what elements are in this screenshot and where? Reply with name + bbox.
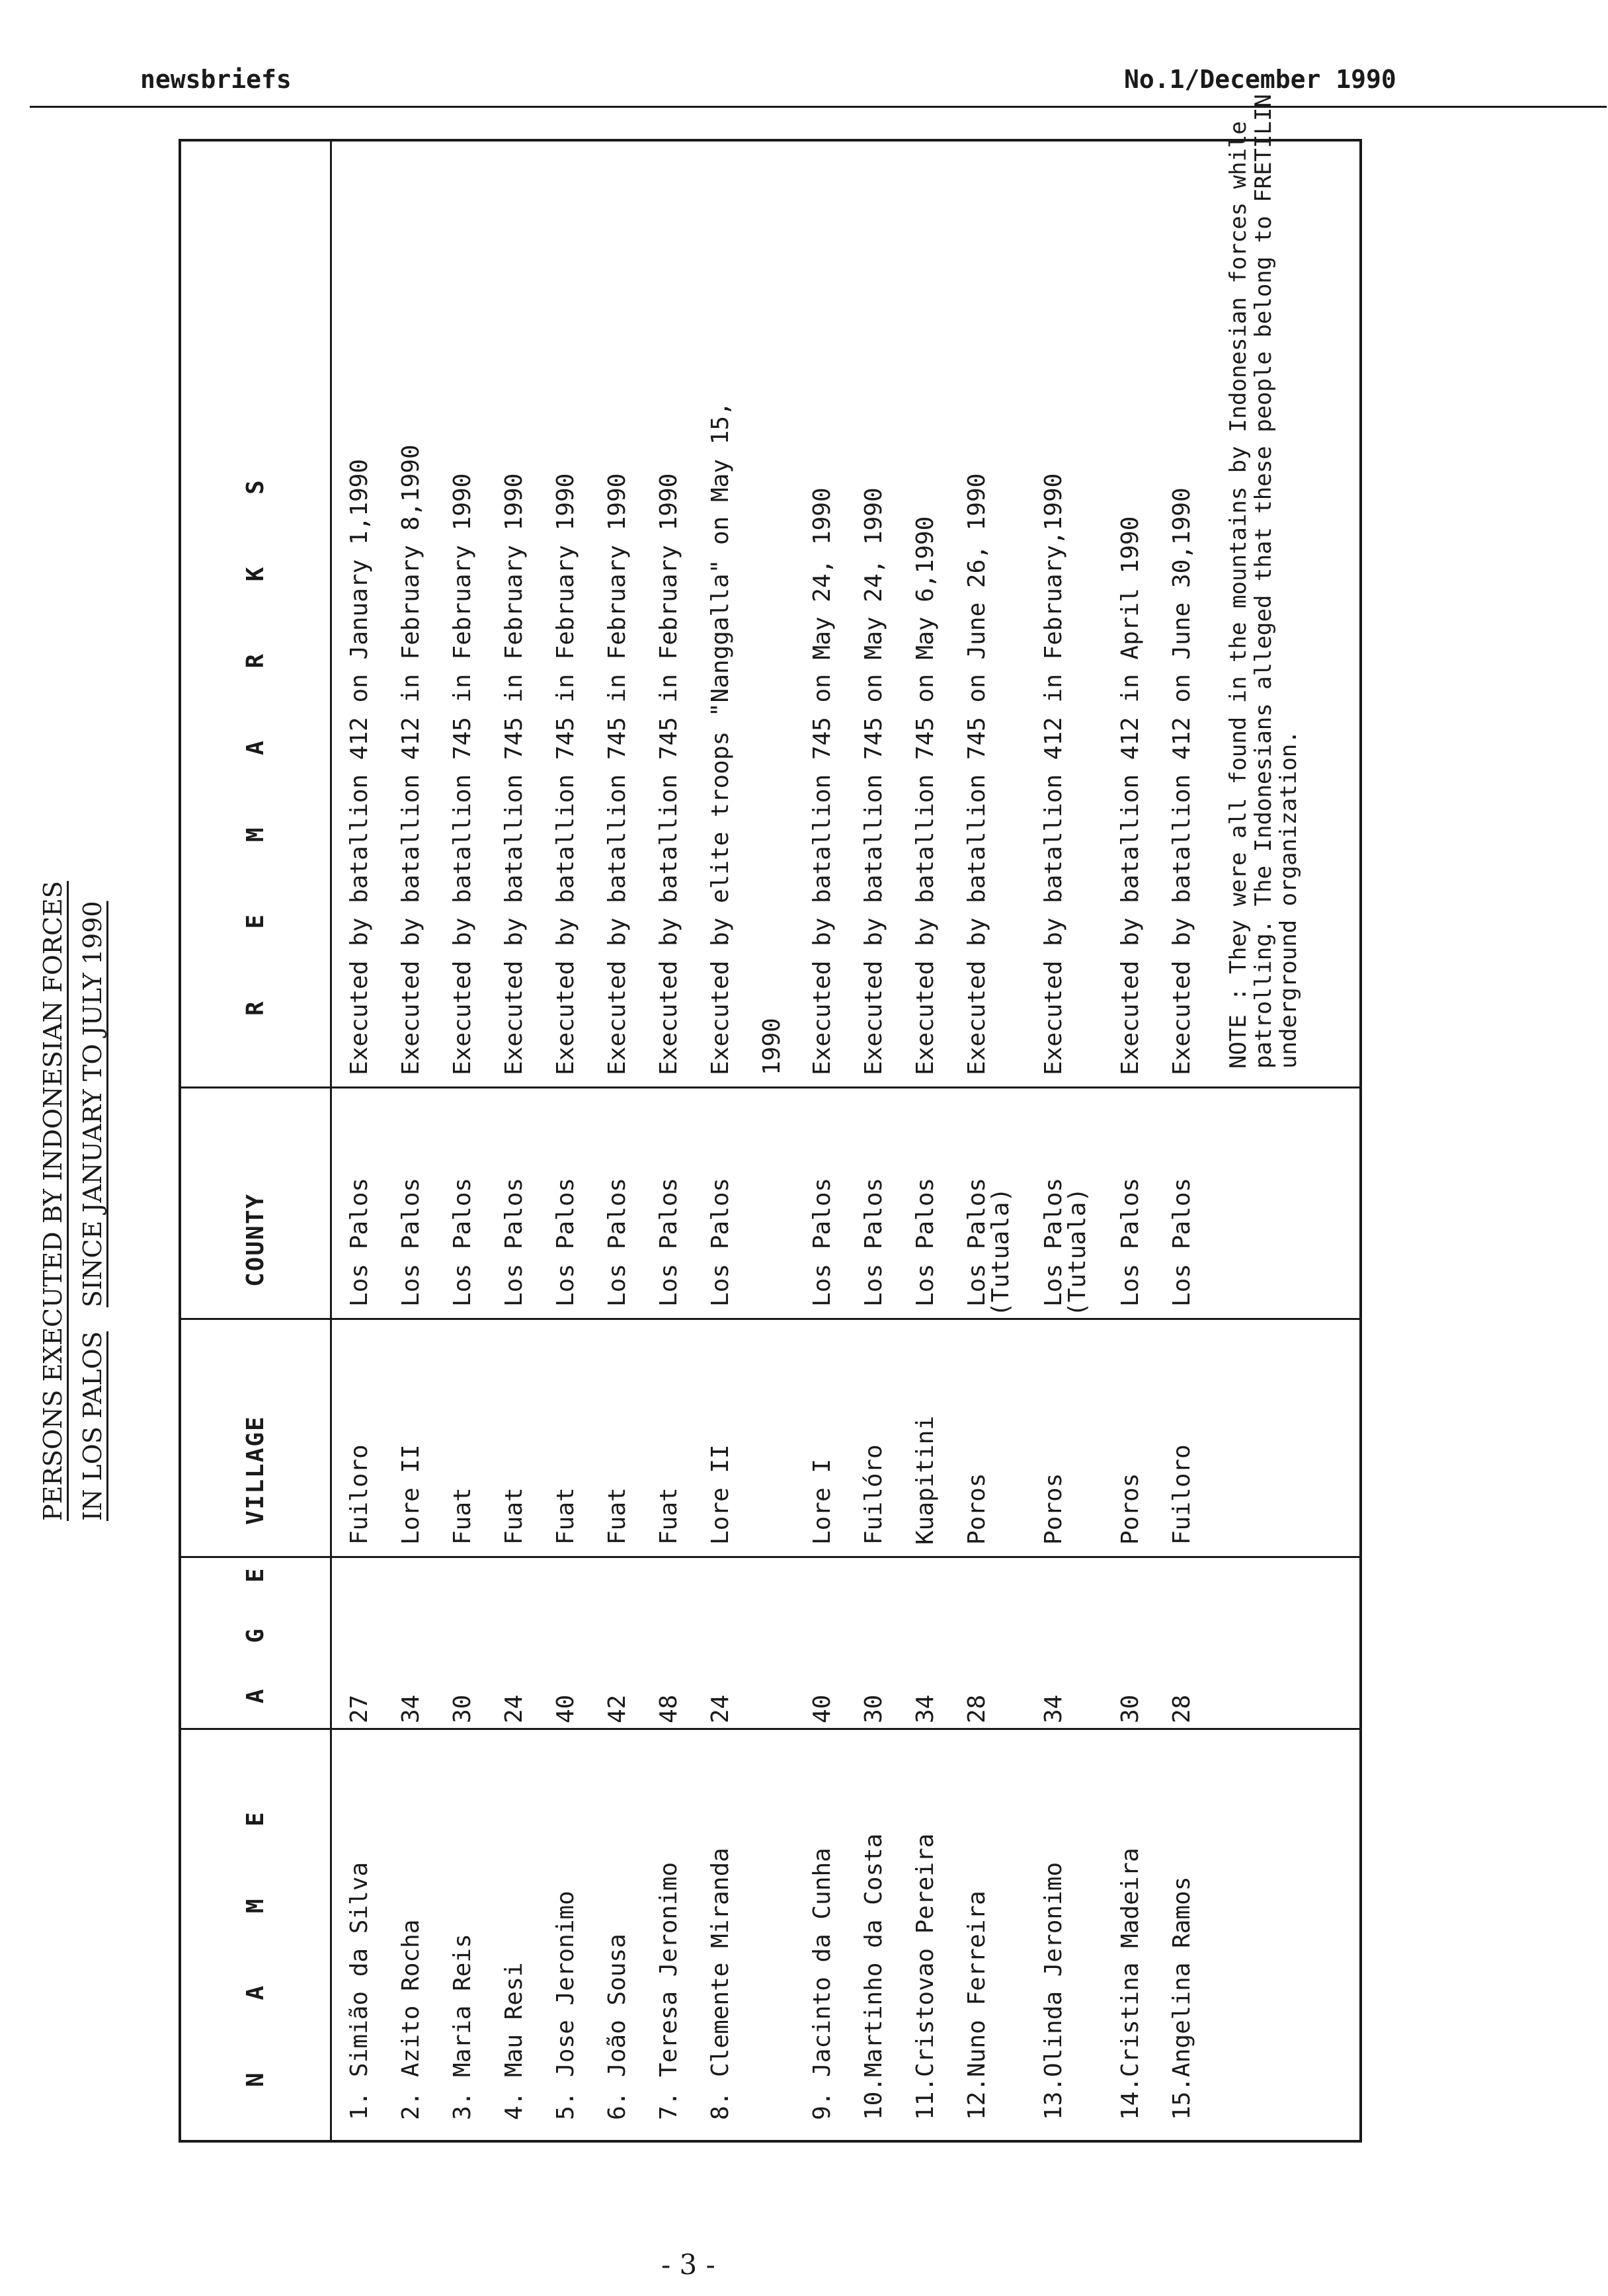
cell-county: Los Palos: [449, 1177, 476, 1307]
table-row: [1041, 142, 1091, 2140]
cell-name: 9. Jacinto da Cunha: [809, 1848, 836, 2120]
table-row: [912, 142, 963, 2140]
table-row: [604, 142, 655, 2140]
cell-age: 28: [963, 1694, 990, 1723]
cell-age: 30: [449, 1694, 476, 1723]
cell-remarks: Executed by batallion 412 on January 1,1990: [346, 459, 373, 1075]
cell-remarks: Executed by batallion 412 in February 8,1990: [397, 444, 424, 1075]
table-row: [964, 142, 1014, 2140]
table-row: [707, 142, 785, 2140]
cell-village: Lore II: [707, 1444, 734, 1545]
cell-age: 28: [1168, 1694, 1195, 1723]
cell-village: Fuat: [552, 1487, 579, 1545]
table-row: [398, 142, 448, 2140]
cell-county-sub: (Tutuala): [1064, 1187, 1091, 1317]
header-village: VILLAGE: [242, 1415, 269, 1525]
title-line-1: PERSONS EXECUTED BY INDONESIAN FORCES: [38, 881, 67, 1521]
cell-age: 24: [501, 1694, 528, 1723]
cell-remarks: Executed by batallion 745 in February 1990: [552, 473, 579, 1075]
cell-county: Los Palos: [707, 1177, 734, 1307]
cell-county-sub: (Tutuala): [987, 1187, 1014, 1317]
cell-county: Los Palos: [1040, 1177, 1067, 1307]
cell-county: Los Palos: [912, 1177, 939, 1307]
cell-age: 24: [707, 1694, 734, 1723]
cell-remarks: Executed by batallion 745 in February 1990: [604, 473, 631, 1075]
cell-remarks: Executed by batallion 745 in February 1990: [449, 473, 476, 1075]
cell-county: Los Palos: [552, 1177, 579, 1307]
cell-county: Los Palos: [809, 1177, 836, 1307]
cell-name: 15.Angelina Ramos: [1168, 1876, 1195, 2120]
cell-county: Los Palos: [397, 1177, 424, 1307]
cell-village: Fuat: [449, 1487, 476, 1545]
cell-county: Los Palos: [963, 1177, 990, 1307]
cell-village: Fuat: [655, 1487, 682, 1545]
cell-name: 1. Simião da Silva: [346, 1862, 373, 2120]
executions-table: [179, 94, 1362, 2143]
cell-village: Fuat: [501, 1487, 528, 1545]
table-row: [450, 142, 500, 2140]
cell-remarks: Executed by batallion 745 on May 6,1990: [912, 516, 939, 1075]
table-row: [346, 142, 397, 2140]
title-place: IN LOS PALOS: [78, 1331, 107, 1521]
cell-village: Lore I: [809, 1458, 836, 1545]
header-issue: No.1/December 1990: [1124, 65, 1396, 94]
cell-age: 34: [1040, 1694, 1067, 1723]
cell-county: Los Palos: [604, 1177, 631, 1307]
cell-name: 14.Cristina Madeira: [1117, 1848, 1144, 2120]
cell-county: Los Palos: [1168, 1177, 1195, 1307]
cell-name: 11.Cristovao Pereira: [912, 1833, 939, 2120]
cell-county: Los Palos: [501, 1177, 528, 1307]
document-title: [33, 741, 112, 1521]
cell-name: 8. Clemente Miranda: [707, 1848, 734, 2120]
title-line-2: [73, 741, 112, 1521]
table-row: [809, 142, 860, 2140]
cell-name: 12.Nuno Ferreira: [963, 1891, 990, 2120]
table-row: [861, 142, 911, 2140]
cell-remarks: Executed by batallion 745 on May 24, 1990: [809, 487, 836, 1075]
cell-remarks: Executed by batallion 745 on May 24, 1990: [860, 487, 887, 1075]
cell-remarks: Executed by batallion 745 in February 1990: [501, 473, 528, 1075]
cell-county: Los Palos: [860, 1177, 887, 1307]
cell-village: Poros: [1040, 1473, 1067, 1545]
page-number: - 3 -: [661, 2248, 715, 2281]
cell-name: 7. Teresa Jeronimo: [655, 1862, 682, 2120]
table-row: [1117, 142, 1168, 2140]
table-row: [656, 142, 706, 2140]
cell-age: 40: [552, 1694, 579, 1723]
cell-county: Los Palos: [1117, 1177, 1144, 1307]
cell-name: 10.Martinho da Costa: [860, 1833, 887, 2120]
cell-remarks: Executed by elite troops "Nanggalla" on May 15,: [707, 401, 734, 1075]
cell-age: 40: [809, 1694, 836, 1723]
cell-age: 48: [655, 1694, 682, 1723]
cell-age: 27: [346, 1694, 373, 1723]
header-publication: newsbriefs: [140, 65, 292, 94]
cell-village: Kuapitini: [912, 1415, 939, 1545]
cell-village: Fuiloro: [346, 1444, 373, 1545]
cell-name: 3. Maria Reis: [449, 1934, 476, 2120]
cell-name: 4. Mau Resi: [501, 1962, 528, 2120]
cell-age: 30: [860, 1694, 887, 1723]
cell-age: 42: [604, 1694, 631, 1723]
note-text: NOTE : They were all found in the mountains by Indonesian forces while patrolling. The Indonesians alleged that these people belong to FRETILIN underground organization.: [1225, 94, 1302, 1069]
table-row: [501, 142, 551, 2140]
cell-age: 34: [912, 1694, 939, 1723]
table-row: [553, 142, 603, 2140]
cell-remarks-cont: 1990: [758, 1018, 785, 1075]
header-divider: [330, 142, 332, 2140]
header-county: COUNTY: [242, 1192, 269, 1287]
cell-name: 13.Olinda Jeronimo: [1040, 1862, 1067, 2120]
cell-age: 34: [397, 1694, 424, 1723]
title-period: SINCE JANUARY TO JULY 1990: [78, 901, 107, 1307]
cell-remarks: Executed by batallion 412 on June 30,1990: [1168, 487, 1195, 1075]
cell-village: Fuilóro: [860, 1444, 887, 1545]
cell-age: 30: [1117, 1694, 1144, 1723]
header-age: A G E: [242, 1552, 269, 1703]
cell-village: Fuiloro: [1168, 1444, 1195, 1545]
cell-remarks: Executed by batallion 745 in February 1990: [655, 473, 682, 1075]
header-rule: [30, 106, 1607, 108]
header-remarks: R E M A R K S: [242, 451, 269, 1016]
cell-remarks: Executed by batallion 412 in February,1990: [1040, 473, 1067, 1075]
cell-village: Poros: [963, 1473, 990, 1545]
cell-village: Poros: [1117, 1473, 1144, 1545]
cell-name: 2. Azito Rocha: [397, 1919, 424, 2120]
cell-remarks: Executed by batallion 412 in April 1990: [1117, 516, 1144, 1075]
cell-county: Los Palos: [346, 1177, 373, 1307]
cell-name: 6. João Sousa: [604, 1934, 631, 2120]
cell-village: Fuat: [604, 1487, 631, 1545]
header-name: N A M E: [242, 1783, 269, 2087]
cell-name: 5. Jose Jeronimo: [552, 1891, 579, 2120]
cell-remarks: Executed by batallion 745 on June 26, 1990: [963, 473, 990, 1075]
table-row: [1169, 142, 1219, 2140]
cell-county: Los Palos: [655, 1177, 682, 1307]
cell-village: Lore II: [397, 1444, 424, 1545]
